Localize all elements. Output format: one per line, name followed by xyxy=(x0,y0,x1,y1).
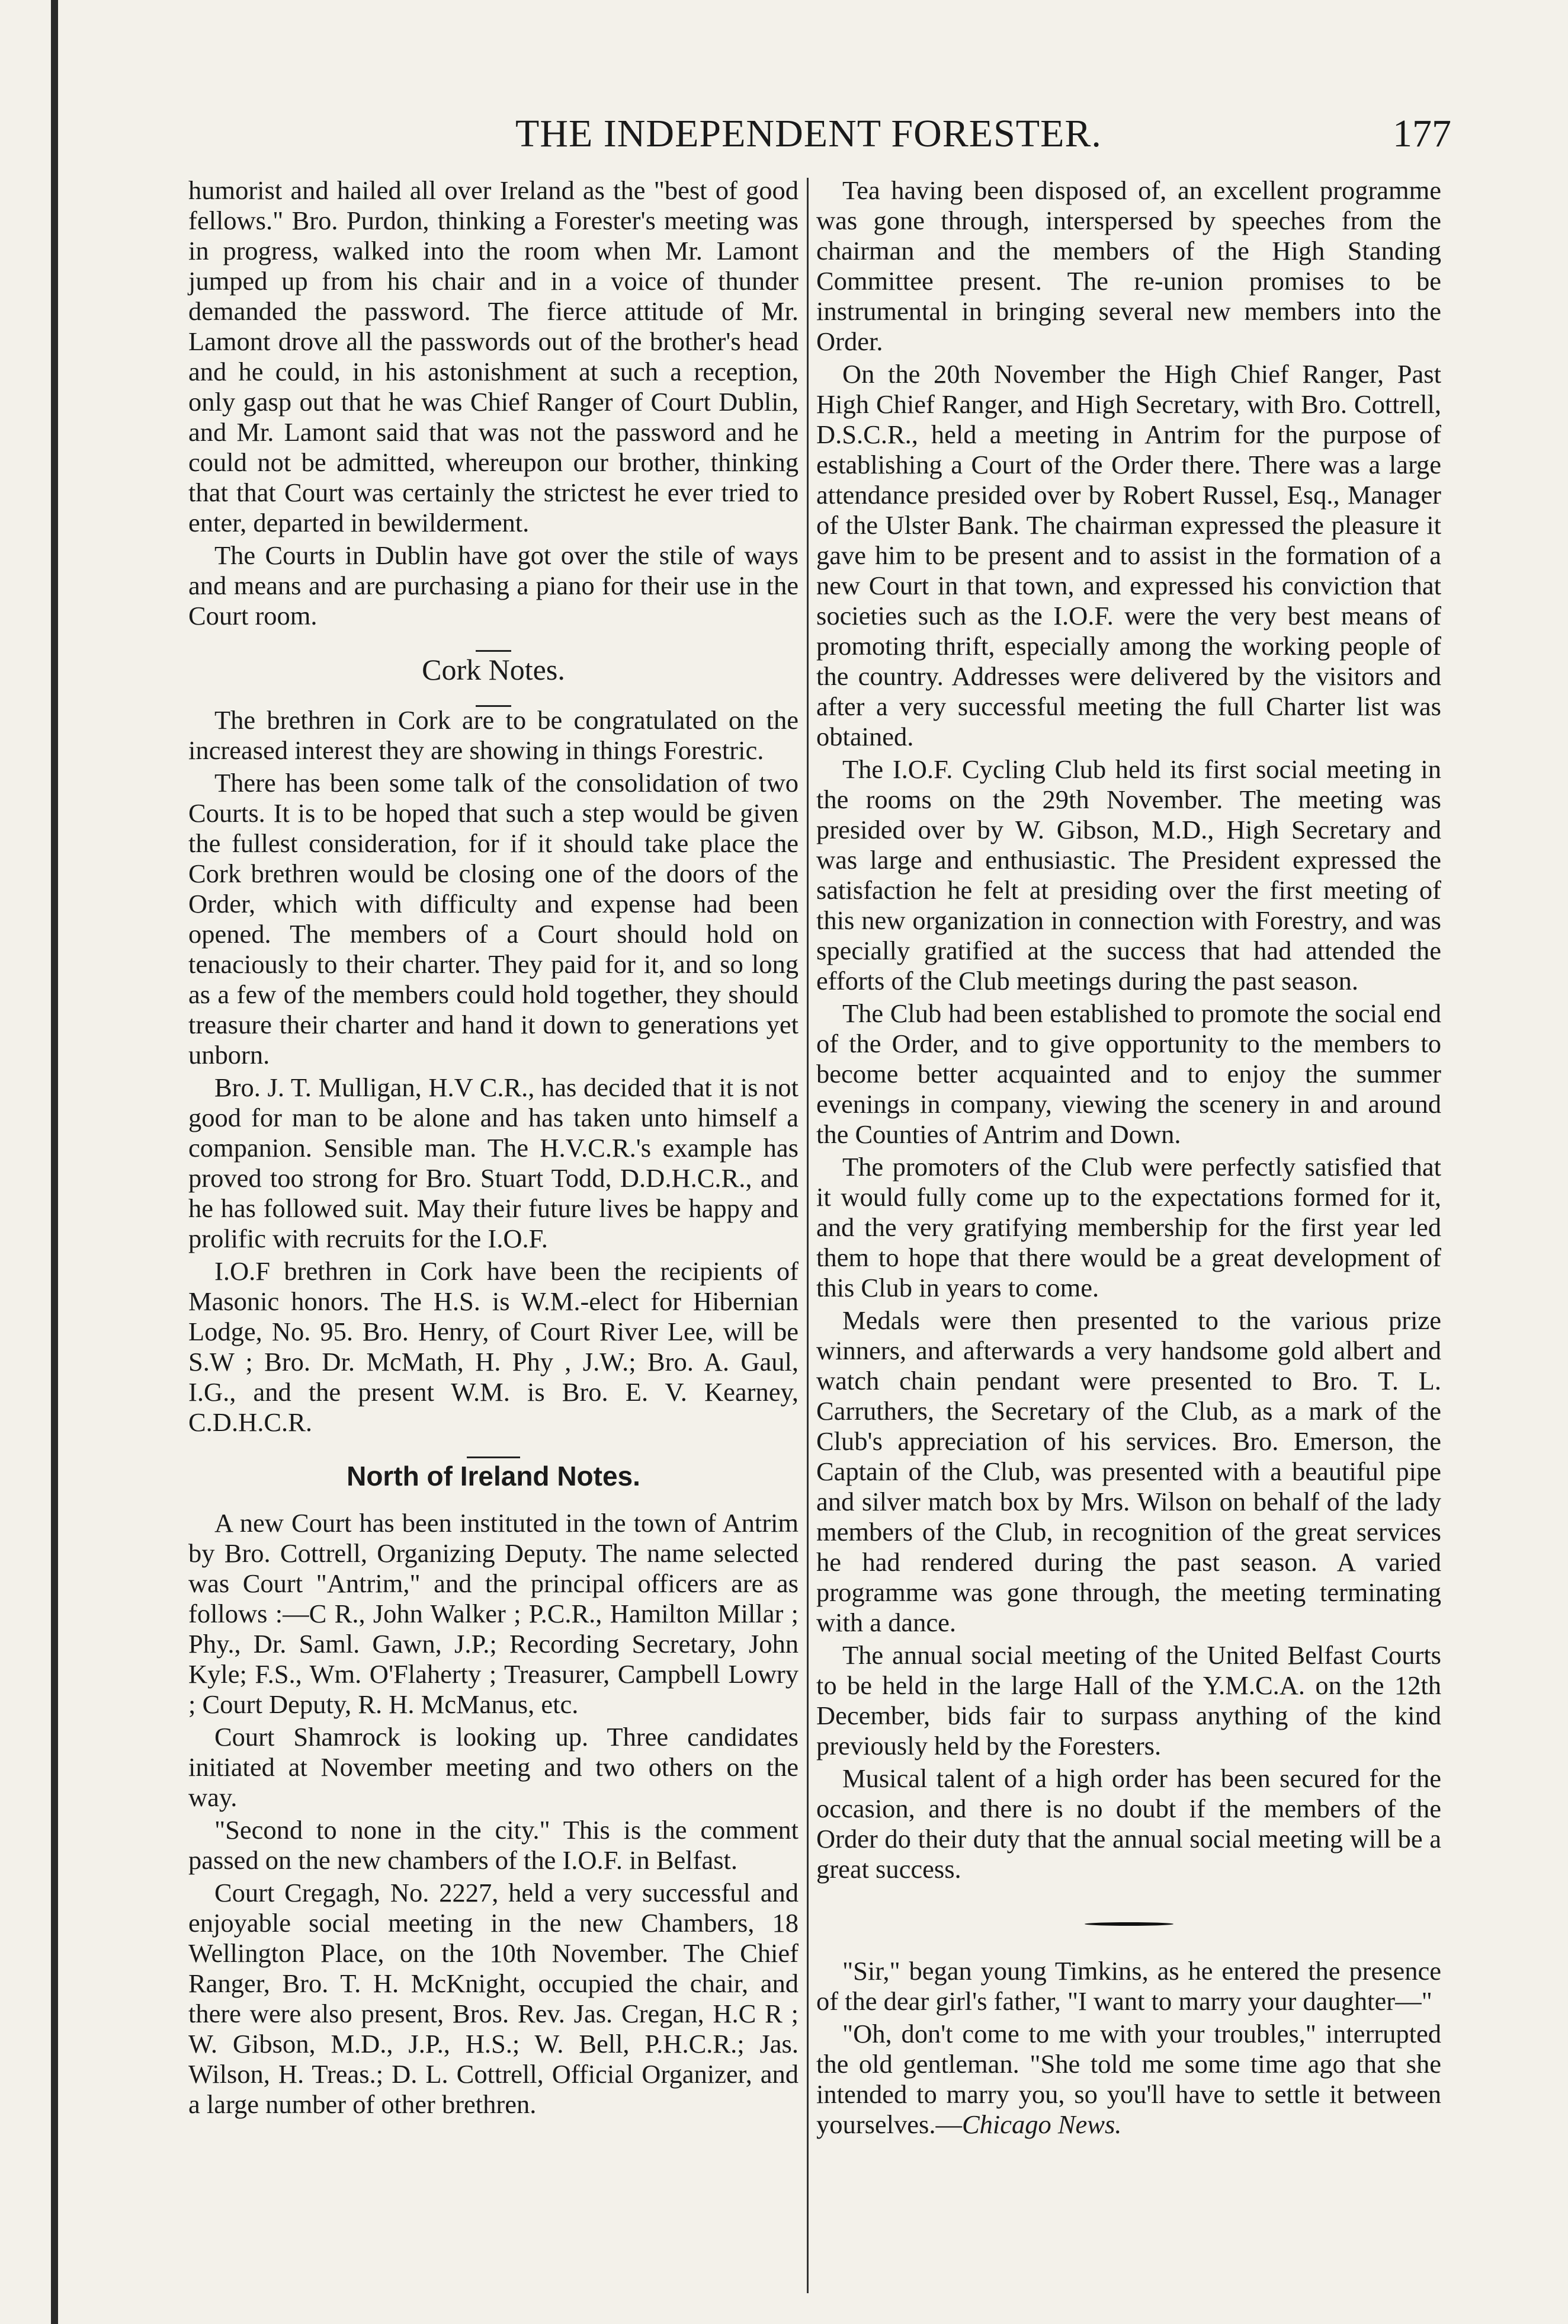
paragraph: Musical talent of a high order has been secured for the occasion, and there is no doubt if the members of the Order do their duty that the annual social meeting will be a great success. xyxy=(816,1763,1441,1884)
paragraph: The I.O.F. Cycling Club held its first social meeting in the rooms on the 29th November. The meeting was presided over by W. Gibson, M.D., High Secretary and was large and enthusiastic. The President expressed the satisfaction he felt at presiding over the first meeting of this new organization in connection with Forestry, and was specially gratified at the success that had attended the efforts of the Club meetings during the past season. xyxy=(816,754,1441,995)
page-header xyxy=(515,111,1451,177)
scan-edge xyxy=(51,0,58,2324)
page-number: 177 xyxy=(1393,112,1451,155)
left-column xyxy=(188,175,799,2122)
section-heading-cork: Cork Notes. xyxy=(422,653,565,686)
paragraph: Court Cregagh, No. 2227, held a very successful and enjoyable social meeting in the new Chambers, 18 Wellington Place, on the 10th November. The Chief Ranger, Bro. T. H. McKnight, occupied the chair, and there were also present, Bros. Rev. Jas. Cregan, H.C R ; W. Gibson, M.D., J.P., H.S.; W. Bell, P.H.C.R.; Jas. Wilson, H. Treas.; D. L. Cottrell, Official Organizer, and a large number of other brethren. xyxy=(188,1878,799,2119)
ornament-divider xyxy=(816,1902,1441,1932)
paragraph: The Club had been established to promote the social end of the Order, and to give opportunity to the members to become better acquainted and to enjoy the summer evenings in company, viewing the scenery in and around the Counties of Antrim and Down. xyxy=(816,998,1441,1149)
divider xyxy=(188,1440,799,1446)
divider xyxy=(188,689,799,694)
divider xyxy=(188,633,799,639)
paragraph: I.O.F brethren in Cork have been the recipients of Masonic honors. The H.S. is W.M.-elect for Hibernian Lodge, No. 95. Bro. Henry, of Court River Lee, will be S.W ; Bro. Dr. McMath, H. Phy , J.W.; Bro. A. Gaul, I.G., and the present W.M. is Bro. E. V. Kearney, C.D.H.C.R. xyxy=(188,1256,799,1437)
section-heading-north: North of Ireland Notes. xyxy=(347,1461,640,1491)
paragraph: Court Shamrock is looking up. Three candidates initiated at November meeting and two others on the way. xyxy=(188,1722,799,1812)
paragraph: The Courts in Dublin have got over the stile of ways and means and are purchasing a piano for their use in the Court room. xyxy=(188,540,799,630)
paragraph: Bro. J. T. Mulligan, H.V C.R., has decided that it is not good for man to be alone and has taken unto himself a companion. Sensible man. The H.V.C.R.'s example has proved too strong for Bro. Stuart Todd, D.D.H.C.R., and he has followed suit. May their future lives be happy and prolific with recruits for the I.O.F. xyxy=(188,1073,799,1253)
running-title: THE INDEPENDENT FORESTER. xyxy=(515,112,1102,155)
joke-text: "Oh, don't come to me with your troubles," interrupted the old gentleman. "She told me some time ago that she intended to marry you, so you'll have to settle it between yourselves.— xyxy=(816,2019,1441,2139)
column-rule xyxy=(807,178,809,2293)
paragraph: On the 20th November the High Chief Ranger, Past High Chief Ranger, and High Secretary, with Bro. Cottrell, D.S.C.R., held a meeting in Antrim for the purpose of establishing a Court of the Order there. There was a large attendance presided over by Robert Russel, Esq., Manager of the Ulster Bank. The chairman expressed the pleasure it gave him to be present and to assist in the formation of a new Court in that town, and expressed his conviction that societies such as the I.O.F. were the very best means of promoting thrift, especially among the working people of the country. Addresses were delivered by the visitors and after a very successful meeting the full Charter list was obtained. xyxy=(816,359,1441,751)
paragraph: The promoters of the Club were perfectly satisfied that it would fully come up to the expectations formed for it, and the very gratifying membership for the first year led them to hope that there would be a great development of this Club in years to come. xyxy=(816,1152,1441,1302)
paragraph xyxy=(816,2019,1441,2140)
paragraph: Tea having been disposed of, an excellent programme was gone through, interspersed by speeches from the chairman and the members of the High Standing Committee present. The re-union promises to be instrumental in bringing several new members into the Order. xyxy=(816,175,1441,356)
paragraph: The brethren in Cork are to be congratulated on the increased interest they are showing in things Forestric. xyxy=(188,705,799,765)
paragraph: humorist and hailed all over Ireland as the "best of good fellows." Bro. Purdon, thinking a Forester's meeting was in progress, walked into the room when Mr. Lamont jumped up from his chair and in a voice of thunder demanded the password. The fierce attitude of Mr. Lamont drove all the passwords out of the brother's head and he could, in his astonishment at such a reception, only gasp out that he was Chief Ranger of Court Dublin, and Mr. Lamont said that was not the password and he could not be admitted, whereupon our brother, thinking that that Court was certainly the strictest he ever tried to enter, departed in bewilderment. xyxy=(188,175,799,537)
right-column xyxy=(816,175,1441,2142)
joke-source: Chicago News. xyxy=(961,2109,1122,2139)
paragraph: "Sir," began young Timkins, as he entered the presence of the dear girl's father, "I want to marry your daughter—" xyxy=(816,1956,1441,2016)
paragraph: A new Court has been instituted in the town of Antrim by Bro. Cottrell, Organizing Deputy. The name selected was Court "Antrim," and the principal officers are as follows :—C R., John Walker ; P.C.R., Hamilton Millar ; Phy., Dr. Saml. Gawn, J.P.; Recording Secretary, John Kyle; F.S., Wm. O'Flaherty ; Treasurer, Campbell Lowry ; Court Deputy, R. H. McManus, etc. xyxy=(188,1508,799,1719)
paragraph: "Second to none in the city." This is the comment passed on the new chambers of the I.O.F. in Belfast. xyxy=(188,1815,799,1875)
paragraph: The annual social meeting of the United Belfast Courts to be held in the large Hall of the Y.M.C.A. on the 12th December, bids fair to surpass anything of the kind previously held by the Foresters. xyxy=(816,1640,1441,1760)
paragraph: Medals were then presented to the various prize winners, and afterwards a very handsome gold albert and watch chain pendant were presented to Bro. T. L. Carruthers, the Secretary of the Club, as a mark of the Club's appreciation of his services. Bro. Emerson, the Captain of the Club, was presented with a beautiful pipe and silver match box by Mrs. Wilson on behalf of the lady members of the Club, in recognition of the great services he had rendered during the past season. A varied programme was gone through, the meeting terminating with a dance. xyxy=(816,1305,1441,1637)
paragraph: There has been some talk of the consolidation of two Courts. It is to be hoped that such a step would be given the fullest consideration, for if it should take place the Cork brethren would be closing one of the doors of the Order, which with difficulty and expense had been opened. The members of a Court should hold on tenaciously to their charter. They paid for it, and so long as a few of the members could hold together, they should treasure their charter and hand it down to generations yet unborn. xyxy=(188,768,799,1070)
